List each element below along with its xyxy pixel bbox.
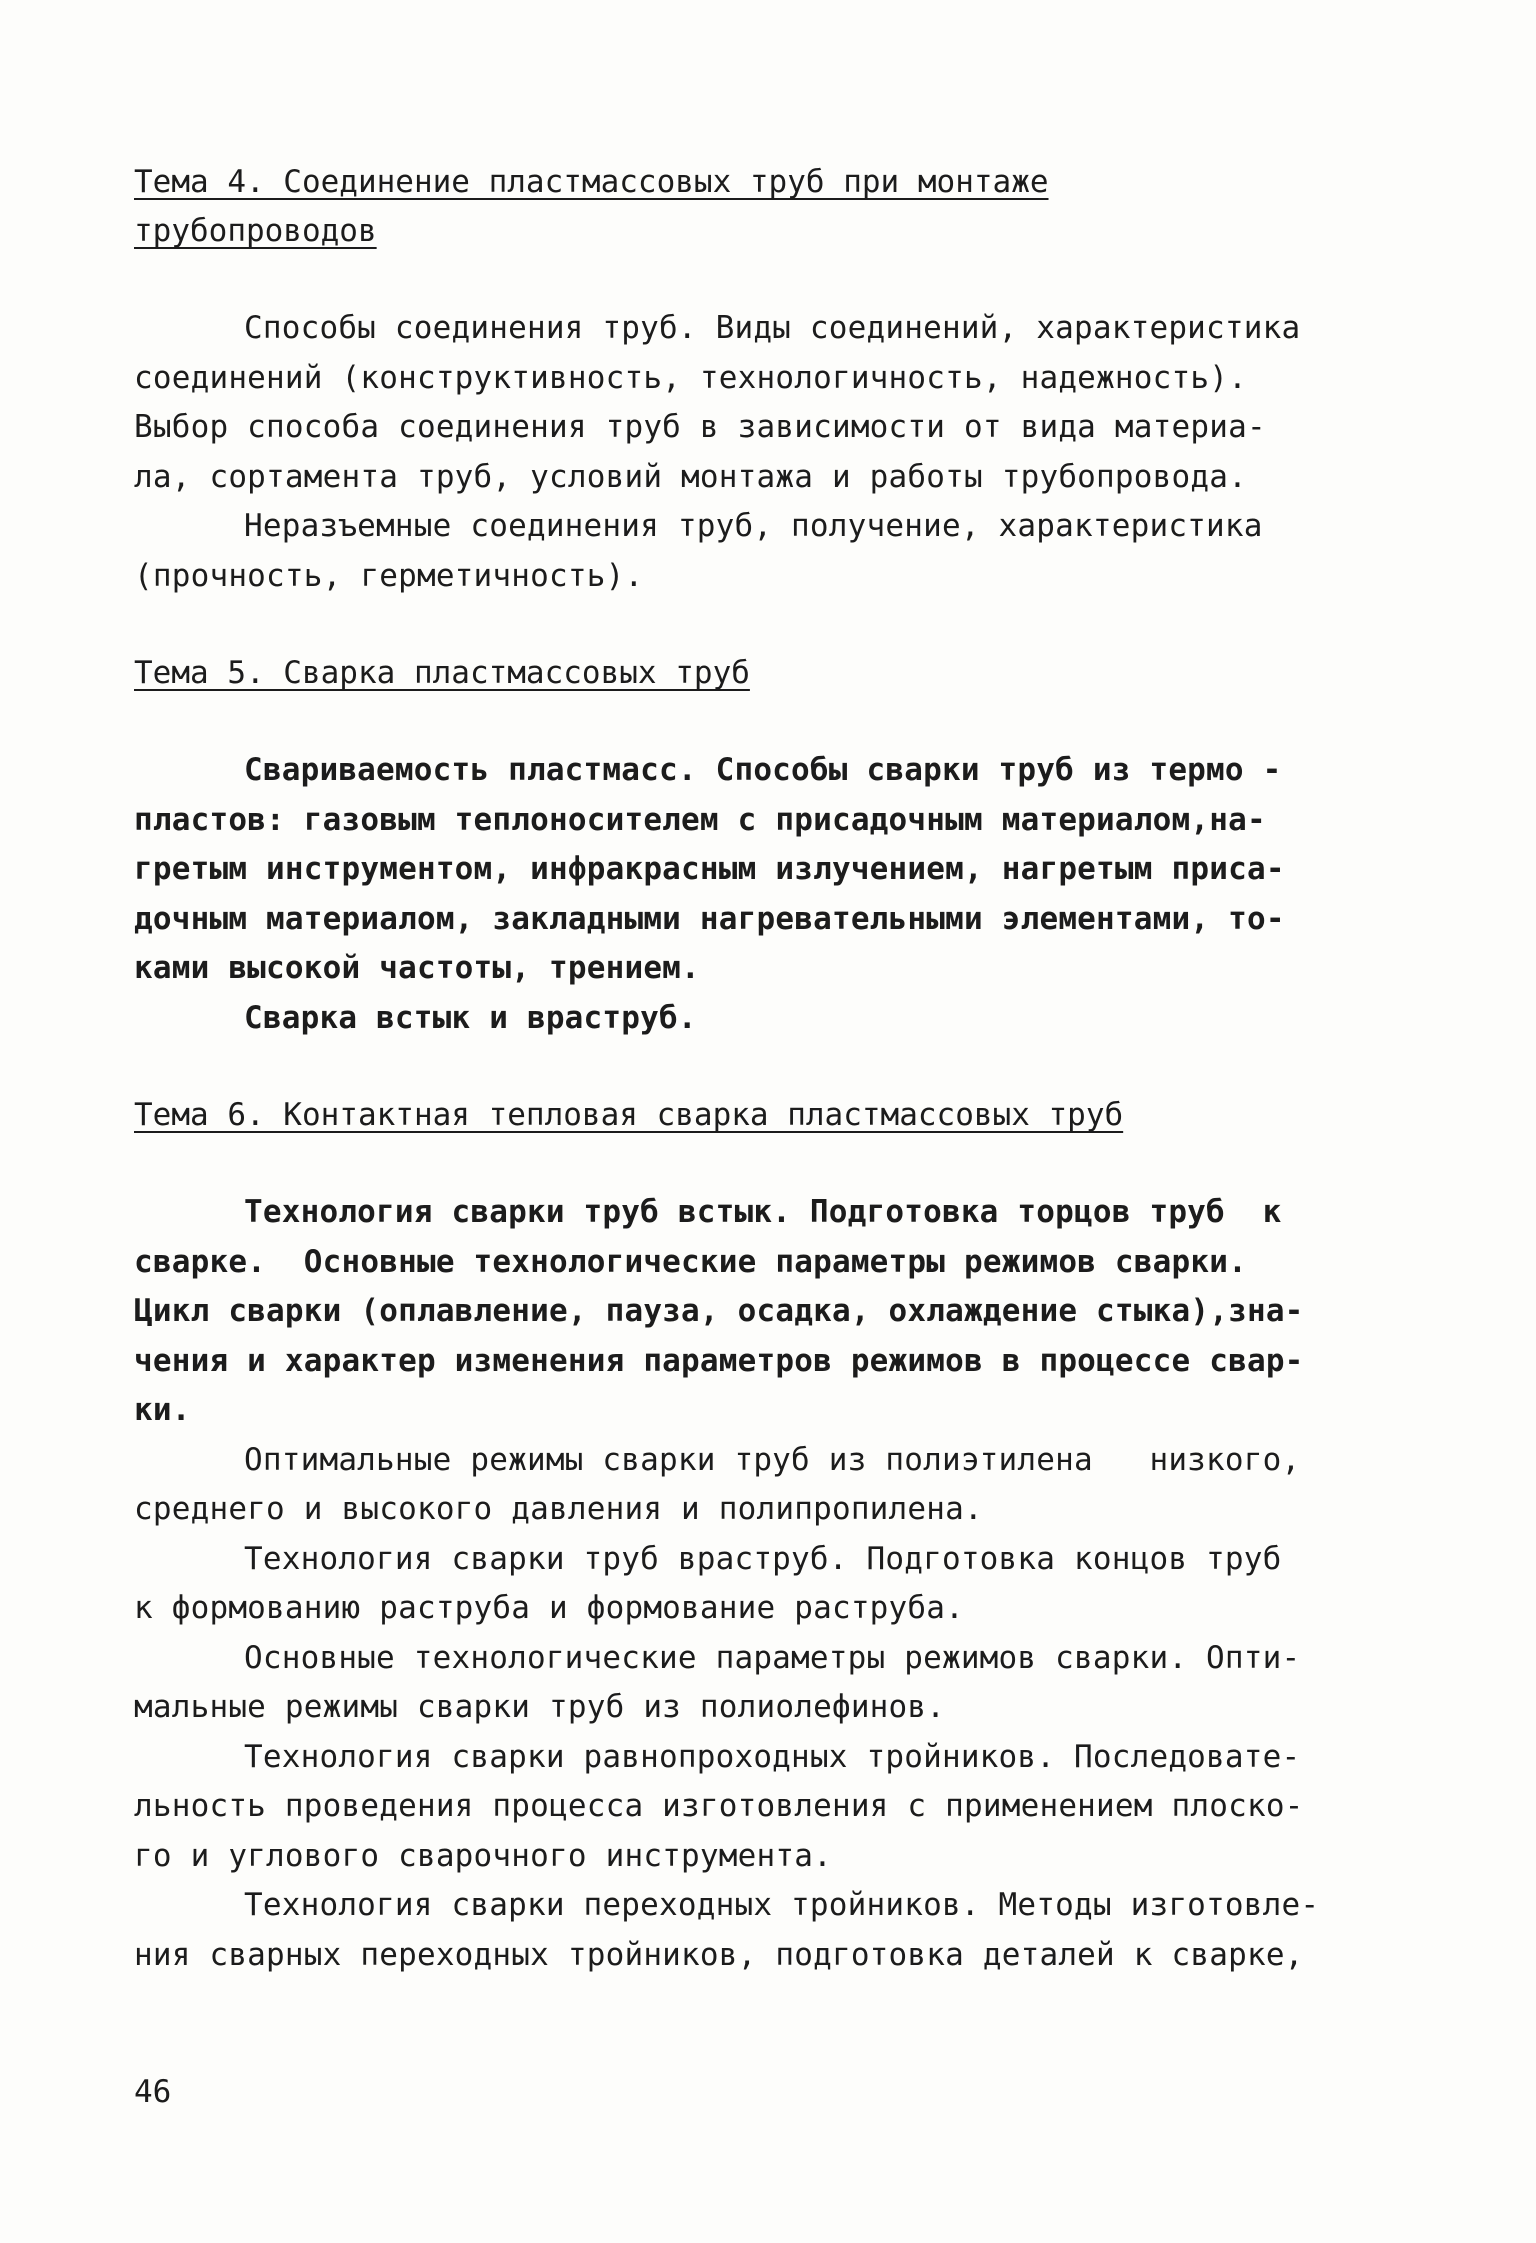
section-title — [134, 1091, 1174, 1140]
text-line: соединений (конструктивность, технологичность, надежность). — [134, 359, 1247, 396]
page-content — [134, 158, 1396, 1980]
text-line: го и углового сварочного инструмента. — [134, 1837, 832, 1874]
text-line: чения и характер изменения параметров режимов в процессе свар- — [134, 1342, 1304, 1379]
section-title-line: Тема 4. Соединение пластмассовых труб при монтаже — [134, 164, 1049, 200]
paragraph — [134, 1881, 1396, 1980]
section-topic-6 — [134, 1091, 1396, 1980]
section-topic-4 — [134, 158, 1396, 601]
section-title — [134, 649, 1144, 698]
page-number: 46 — [134, 2074, 172, 2110]
text-line: Технология сварки труб встык. Подготовка торцов труб к — [244, 1194, 1282, 1230]
text-line: Оптимальные режимы сварки труб из полиэтилена низкого, — [244, 1441, 1301, 1478]
paragraph — [134, 994, 1396, 1044]
paragraph — [134, 304, 1396, 502]
paragraph — [134, 1634, 1396, 1733]
text-line: Свариваемость пластмасс. Способы сварки труб из термо - — [244, 752, 1282, 788]
text-line: Неразъемные соединения труб, получение, характеристика — [244, 508, 1263, 544]
paragraph — [134, 1733, 1396, 1882]
paragraph — [134, 1436, 1396, 1535]
text-line: Цикл сварки (оплавление, пауза, осадка, охлаждение стыка),зна- — [134, 1293, 1304, 1329]
text-line: среднего и высокого давления и полипропилена. — [134, 1491, 983, 1527]
text-line: Сварка встык и враструб. — [244, 999, 697, 1036]
text-line: к формованию раструба и формование раструба. — [134, 1590, 964, 1626]
paragraph — [134, 1535, 1396, 1634]
text-line: ки. — [134, 1392, 191, 1428]
text-line: Основные технологические параметры режимов сварки. Опти- — [244, 1639, 1301, 1676]
text-line: сварке. Основные технологические параметры режимов сварки. — [134, 1243, 1247, 1280]
text-line: ла, сортамента труб, условий монтажа и работы трубопровода. — [134, 458, 1247, 495]
text-line: ния сварных переходных тройников, подготовка деталей к сварке, — [134, 1936, 1304, 1973]
text-line: Технология сварки равнопроходных тройников. Последовате- — [244, 1738, 1301, 1775]
text-line: Выбор способа соединения труб в зависимости от вида материа- — [134, 409, 1266, 445]
text-line: дочным материалом, закладными нагревательными элементами, то- — [134, 900, 1285, 937]
section-title — [134, 158, 1144, 256]
text-line: (прочность, герметичность). — [134, 557, 644, 594]
section-title-line: трубопроводов — [134, 213, 377, 249]
section-title-line: Тема 5. Сварка пластмассовых труб — [134, 655, 750, 691]
text-line: Технология сварки переходных тройников. Методы изготовле- — [244, 1887, 1320, 1923]
text-line: Технология сварки труб враструб. Подготовка концов труб — [244, 1540, 1282, 1577]
text-line: пластов: газовым теплоносителем с присадочным материалом,на- — [134, 801, 1266, 838]
text-line: Способы соединения труб. Виды соединений, характеристика — [244, 310, 1301, 346]
paragraph — [134, 746, 1396, 994]
text-line: льность проведения процесса изготовления с применением плоско- — [134, 1788, 1304, 1824]
text-line: мальные режимы сварки труб из полиолефинов. — [134, 1689, 946, 1725]
section-topic-5 — [134, 649, 1396, 1043]
paragraph — [134, 502, 1396, 601]
section-title-line: Тема 6. Контактная тепловая сварка пластмассовых труб — [134, 1097, 1124, 1133]
text-line: ками высокой частоты, трением. — [134, 950, 700, 986]
text-line: гретым инструментом, инфракрасным излучением, нагретым приса- — [134, 851, 1285, 887]
paragraph — [134, 1188, 1396, 1436]
